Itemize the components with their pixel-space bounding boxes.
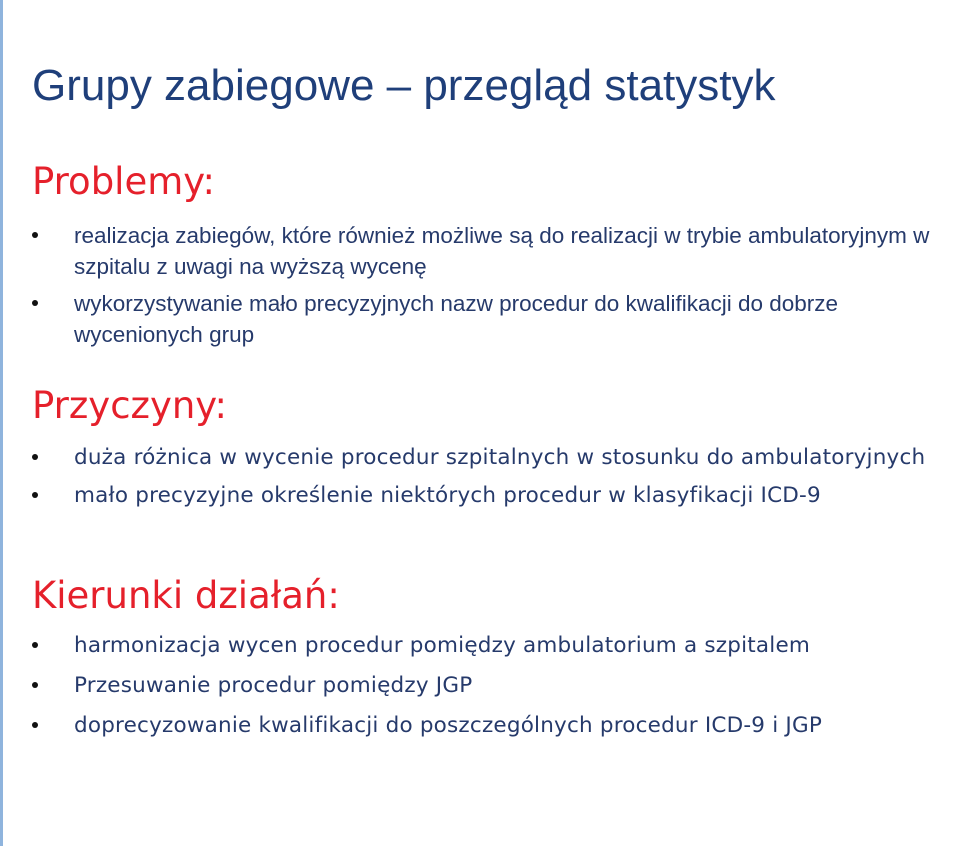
- problems-section: [32, 160, 952, 350]
- list-item: [32, 480, 952, 512]
- list-item-text: harmonizacja wycen procedur pomiędzy ambulatorium a szpitalem: [74, 633, 811, 658]
- bullet-icon: [32, 682, 38, 688]
- bullet-icon: [32, 492, 38, 498]
- list-item-text: wykorzystywanie mało precyzyjnych nazw procedur do kwalifikacji do dobrze wycenionych grup: [74, 291, 839, 347]
- actions-list: [32, 630, 952, 742]
- bullet-icon: [32, 642, 38, 648]
- list-item: [32, 442, 952, 474]
- list-item-text: doprecyzowanie kwalifikacji do poszczególnych procedur ICD-9 i JGP: [74, 713, 822, 738]
- causes-section: [32, 384, 952, 512]
- list-item: [32, 710, 952, 742]
- left-accent-rule: [0, 0, 3, 846]
- problems-heading: Problemy:: [32, 160, 215, 203]
- bullet-icon: [32, 232, 38, 238]
- causes-list: [32, 442, 952, 512]
- actions-section: [32, 574, 952, 742]
- bullet-icon: [32, 722, 38, 728]
- list-item-text: realizacja zabiegów, które również możliwe są do realizacji w trybie ambulatoryjnym w szpitalu z uwagi na wyższą wycenę: [74, 223, 930, 279]
- list-item-text: mało precyzyjne określenie niektórych procedur w klasyfikacji ICD-9: [74, 483, 821, 508]
- bullet-icon: [32, 454, 38, 460]
- list-item-text: Przesuwanie procedur pomiędzy JGP: [74, 673, 473, 698]
- list-item-text: duża różnica w wycenie procedur szpitalnych w stosunku do ambulatoryjnych: [74, 445, 926, 470]
- problems-list: [32, 220, 952, 350]
- slide-title: Grupy zabiegowe – przegląd statystyk: [32, 61, 776, 110]
- list-item: [32, 670, 952, 702]
- actions-heading: Kierunki działań:: [32, 574, 340, 617]
- causes-heading: Przyczyny:: [32, 384, 227, 427]
- list-item: [32, 220, 952, 282]
- bullet-icon: [32, 300, 38, 306]
- list-item: [32, 288, 952, 350]
- list-item: [32, 630, 952, 662]
